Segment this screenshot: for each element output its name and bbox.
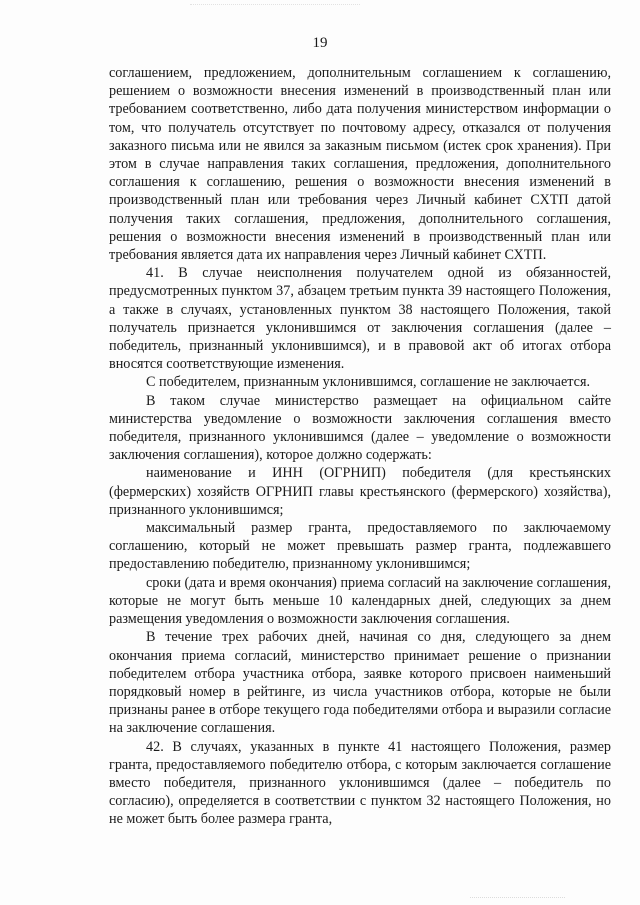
scan-artifact-bottom: [470, 891, 565, 898]
paragraph-notification: В таком случае министерство размещает на официальном сайте министерства уведомление о возможности заключения соглашения вместо победителя, признанного уклонившимся (далее – уведомление о возможности заключения соглашения), которое должно содержать:: [109, 392, 611, 464]
paragraph-three-days: В течение трех рабочих дней, начиная со дня, следующего за днем окончания приема согласий, министерство принимает решение о признании победителем отбора участника отбора, заявке которого присвоен наименьший порядковый номер в рейтинге, из числа участников отбора, которые не были признаны ранее в отборе текущего года победителями отбора и выразили согласие на заключение соглашения.: [109, 629, 611, 737]
paragraph-item-41: 41. В случае неисполнения получателем одной из обязанностей, предусмотренных пунктом 37, абзацем третьим пункта 39 настоящего Положения, а также в случаях, установленных пунктом 38 настоящего Положения, такой получатель признается уклонившимся от заключения соглашения (далее – победитель, признанный уклонившимся), и в правовой акт об итогах отбора вносятся соответствующие изменения.: [109, 265, 611, 373]
scan-artifact-top: [190, 4, 360, 13]
list-item-name-inn: наименование и ИНН (ОГРНИП) победителя (для крестьянских (фермерских) хозяйств ОГРНИП главы крестьянского (фермерского) хозяйства), признанного уклонившимся;: [109, 465, 611, 518]
page-number: 19: [312, 35, 328, 51]
paragraph-continuation: соглашением, предложением, дополнительным соглашением к соглашению, решением о возможности внесения изменений в производственный план или требованием соответственно, либо дата получения министерством информации о том, что получатель отсутствует по почтовому адресу, отказался от получения заказного письма или не явился за заказным письмом (истек срок хранения). При этом в случае направления таких соглашения, предложения, дополнительного соглашения к соглашению, решения о возможности внесения изменений в производственный план или требования через Личный кабинет СХТП датой получения таких соглашения, предложения, дополнительного соглашения, решения о возможности внесения изменений в производственный план или требования является дата их направления через Личный кабинет СХТП.: [109, 65, 611, 264]
paragraph-item-42: 42. В случаях, указанных в пункте 41 настоящего Положения, размер гранта, предоставляемого победителю отбора, с которым заключается соглашение вместо победителя, признанного уклонившимся (далее – победитель по согласию), определяется в соответствии с пунктом 32 настоящего Положения, но не может быть более размера гранта,: [109, 738, 611, 828]
list-item-deadlines: сроки (дата и время окончания) приема согласий на заключение соглашения, которые не могут быть меньше 10 календарных дней, следующих за днем размещения уведомления о возможности заключения соглашения.: [109, 574, 611, 628]
document-body: [109, 64, 611, 829]
paragraph-not-concluded: С победителем, признанным уклонившимся, соглашение не заключается.: [146, 374, 591, 391]
list-item-max-grant: максимальный размер гранта, предоставляемого по заключаемому соглашению, который не может превышать размер гранта, подлежавшего предоставлению победителю, признанному уклонившимся;: [109, 520, 611, 573]
